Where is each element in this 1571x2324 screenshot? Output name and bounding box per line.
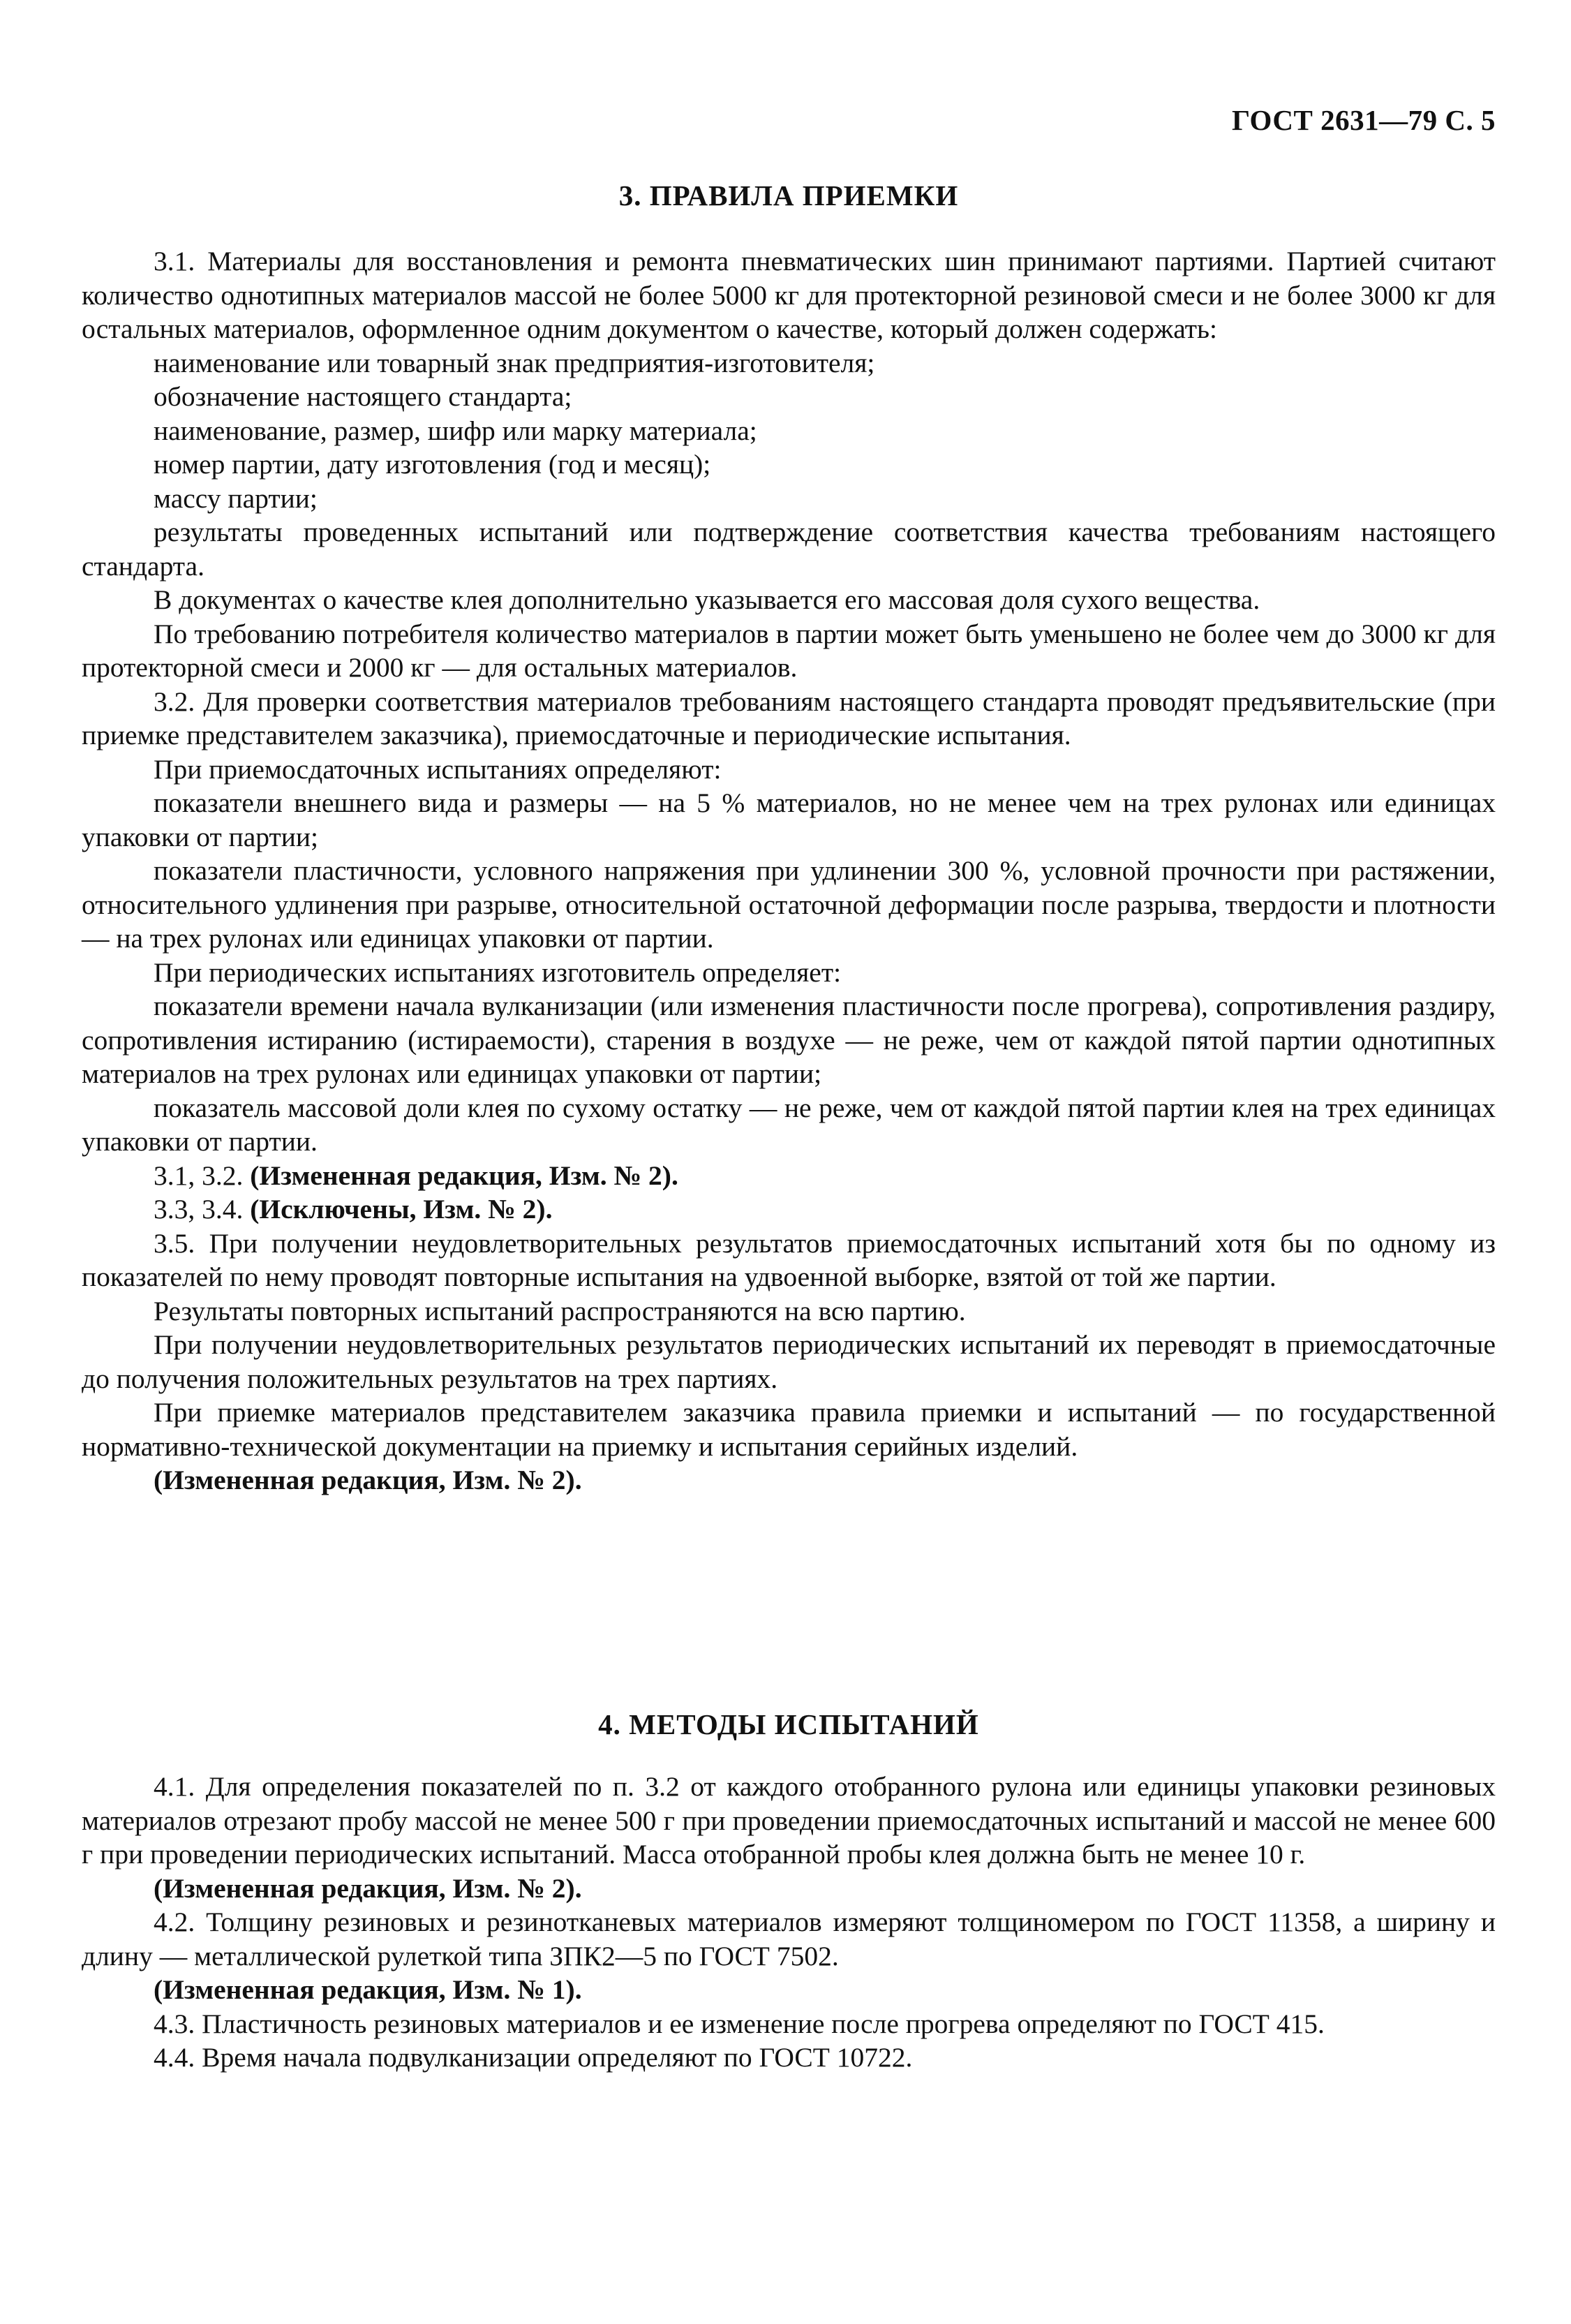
clause-numbers: 3.1, 3.2. bbox=[154, 1160, 244, 1191]
paragraph: По требованию потребителя количество материалов в партии может быть уменьшено не более чем до 3000 кг для протекторной смеси и 2000 кг — для остальных материалов. bbox=[82, 618, 1496, 683]
paragraph: 3.1. Материалы для восстановления и ремонта пневматических шин принимают партиями. Партией считают количество однотипных материалов массой не более 5000 кг для протекторной резиновой смеси и не более 3000 кг для остальных материалов, оформленное одним документом о качестве, который должен содержать: bbox=[82, 246, 1496, 344]
paragraph: 4.4. Время начала подвулканизации определяют по ГОСТ 10722. bbox=[154, 2042, 913, 2073]
amendment-note: (Измененная редакция, Изм. № 2). bbox=[154, 1465, 582, 1495]
section-3-title: 3. ПРАВИЛА ПРИЕМКИ bbox=[618, 179, 959, 212]
amendment-note: (Измененная редакция, Изм. № 1). bbox=[154, 1974, 582, 2005]
amendment-label: (Измененная редакция, Изм. № 2). bbox=[250, 1160, 678, 1191]
section-4-title: 4. МЕТОДЫ ИСПЫТАНИЙ bbox=[598, 1708, 979, 1740]
page-header: ГОСТ 2631—79 С. 5 bbox=[1231, 104, 1496, 136]
list-item: массу партии; bbox=[154, 482, 318, 514]
paragraph: показатель массовой доли клея по сухому остатку — не реже, чем от каждой пятой партии клея на трех единицах упаковки от партии. bbox=[82, 1092, 1496, 1157]
paragraph: 4.2. Толщину резиновых и резинотканевых материалов измеряют толщиномером по ГОСТ 11358, а ширину и длину — металлической рулеткой типа ЗПК2—5 по ГОСТ 7502. bbox=[82, 1907, 1496, 1971]
paragraph: показатели пластичности, условного напряжения при удлинении 300 %, условной прочности при растяжении, относительного удлинения при разрыве, относительной остаточной деформации после разрыва, твердости и плотности — на трех рулонах или единицах упаковки от партии. bbox=[82, 855, 1496, 954]
paragraph: 3.2. Для проверки соответствия материалов требованиям настоящего стандарта проводят предъявительские (при приемке представителем заказчика), приемосдаточные и периодические испытания. bbox=[82, 686, 1496, 750]
amendment-label: (Исключены, Изм. № 2). bbox=[250, 1194, 553, 1224]
paragraph: 4.1. Для определения показателей по п. 3.2 от каждого отобранного рулона или единицы упаковки резиновых материалов отрезают пробу массой не менее 500 г при проведении приемосдаточных испытаний и массой не менее 600 г при проведении периодических испытаний. Масса отобранной пробы клея должна быть не менее 10 г. bbox=[82, 1771, 1496, 1870]
paragraph: показатели внешнего вида и размеры — на 5 % материалов, но не менее чем на трех рулонах или единицах упаковки от партии; bbox=[82, 787, 1496, 852]
list-item: номер партии, дату изготовления (год и месяц); bbox=[154, 449, 711, 480]
amendment-note bbox=[82, 1159, 1496, 1193]
list-item: наименование или товарный знак предприятия-изготовителя; bbox=[154, 347, 875, 378]
clause-numbers: 3.3, 3.4. bbox=[154, 1194, 244, 1224]
list-item: наименование, размер, шифр или марку материала; bbox=[154, 415, 757, 446]
list-item: обозначение настоящего стандарта; bbox=[154, 381, 572, 412]
paragraph: 4.3. Пластичность резиновых материалов и ее изменение после прогрева определяют по ГОСТ 415. bbox=[154, 2008, 1325, 2039]
paragraph: В документах о качестве клея дополнительно указывается его массовая доля сухого вещества. bbox=[154, 584, 1260, 615]
paragraph: При приемосдаточных испытаниях определяют: bbox=[154, 753, 722, 785]
paragraph: При приемке материалов представителем заказчика правила приемки и испытаний — по государственной нормативно-технической документации на приемку и испытания серийных изделий. bbox=[82, 1397, 1496, 1462]
paragraph: При получении неудовлетворительных результатов периодических испытаний их переводят в приемосдаточные до получения положительных результатов на трех партиях. bbox=[82, 1329, 1496, 1394]
paragraph: 3.5. При получении неудовлетворительных результатов приемосдаточных испытаний хотя бы по одному из показателей по нему проводят повторные испытания на удвоенной выборке, взятой от той же партии. bbox=[82, 1227, 1496, 1292]
amendment-note: (Измененная редакция, Изм. № 2). bbox=[154, 1872, 582, 1904]
paragraph: показатели времени начала вулканизации (или изменения пластичности после прогрева), сопротивления раздиру, сопротивления истиранию (истираемости), старения в воздухе — не реже, чем от каждой пятой партии однотипных материалов на трех рулонах или единицах упаковки от партии; bbox=[82, 991, 1496, 1089]
section-3-body bbox=[82, 244, 1496, 1497]
section-4-body bbox=[82, 1770, 1496, 2075]
paragraph: Результаты повторных испытаний распространяются на всю партию. bbox=[154, 1295, 966, 1326]
paragraph: При периодических испытаниях изготовитель определяет: bbox=[154, 956, 842, 988]
list-item: результаты проведенных испытаний или подтверждение соответствия качества требованиям настоящего стандарта. bbox=[82, 517, 1496, 582]
amendment-note bbox=[82, 1192, 1496, 1227]
